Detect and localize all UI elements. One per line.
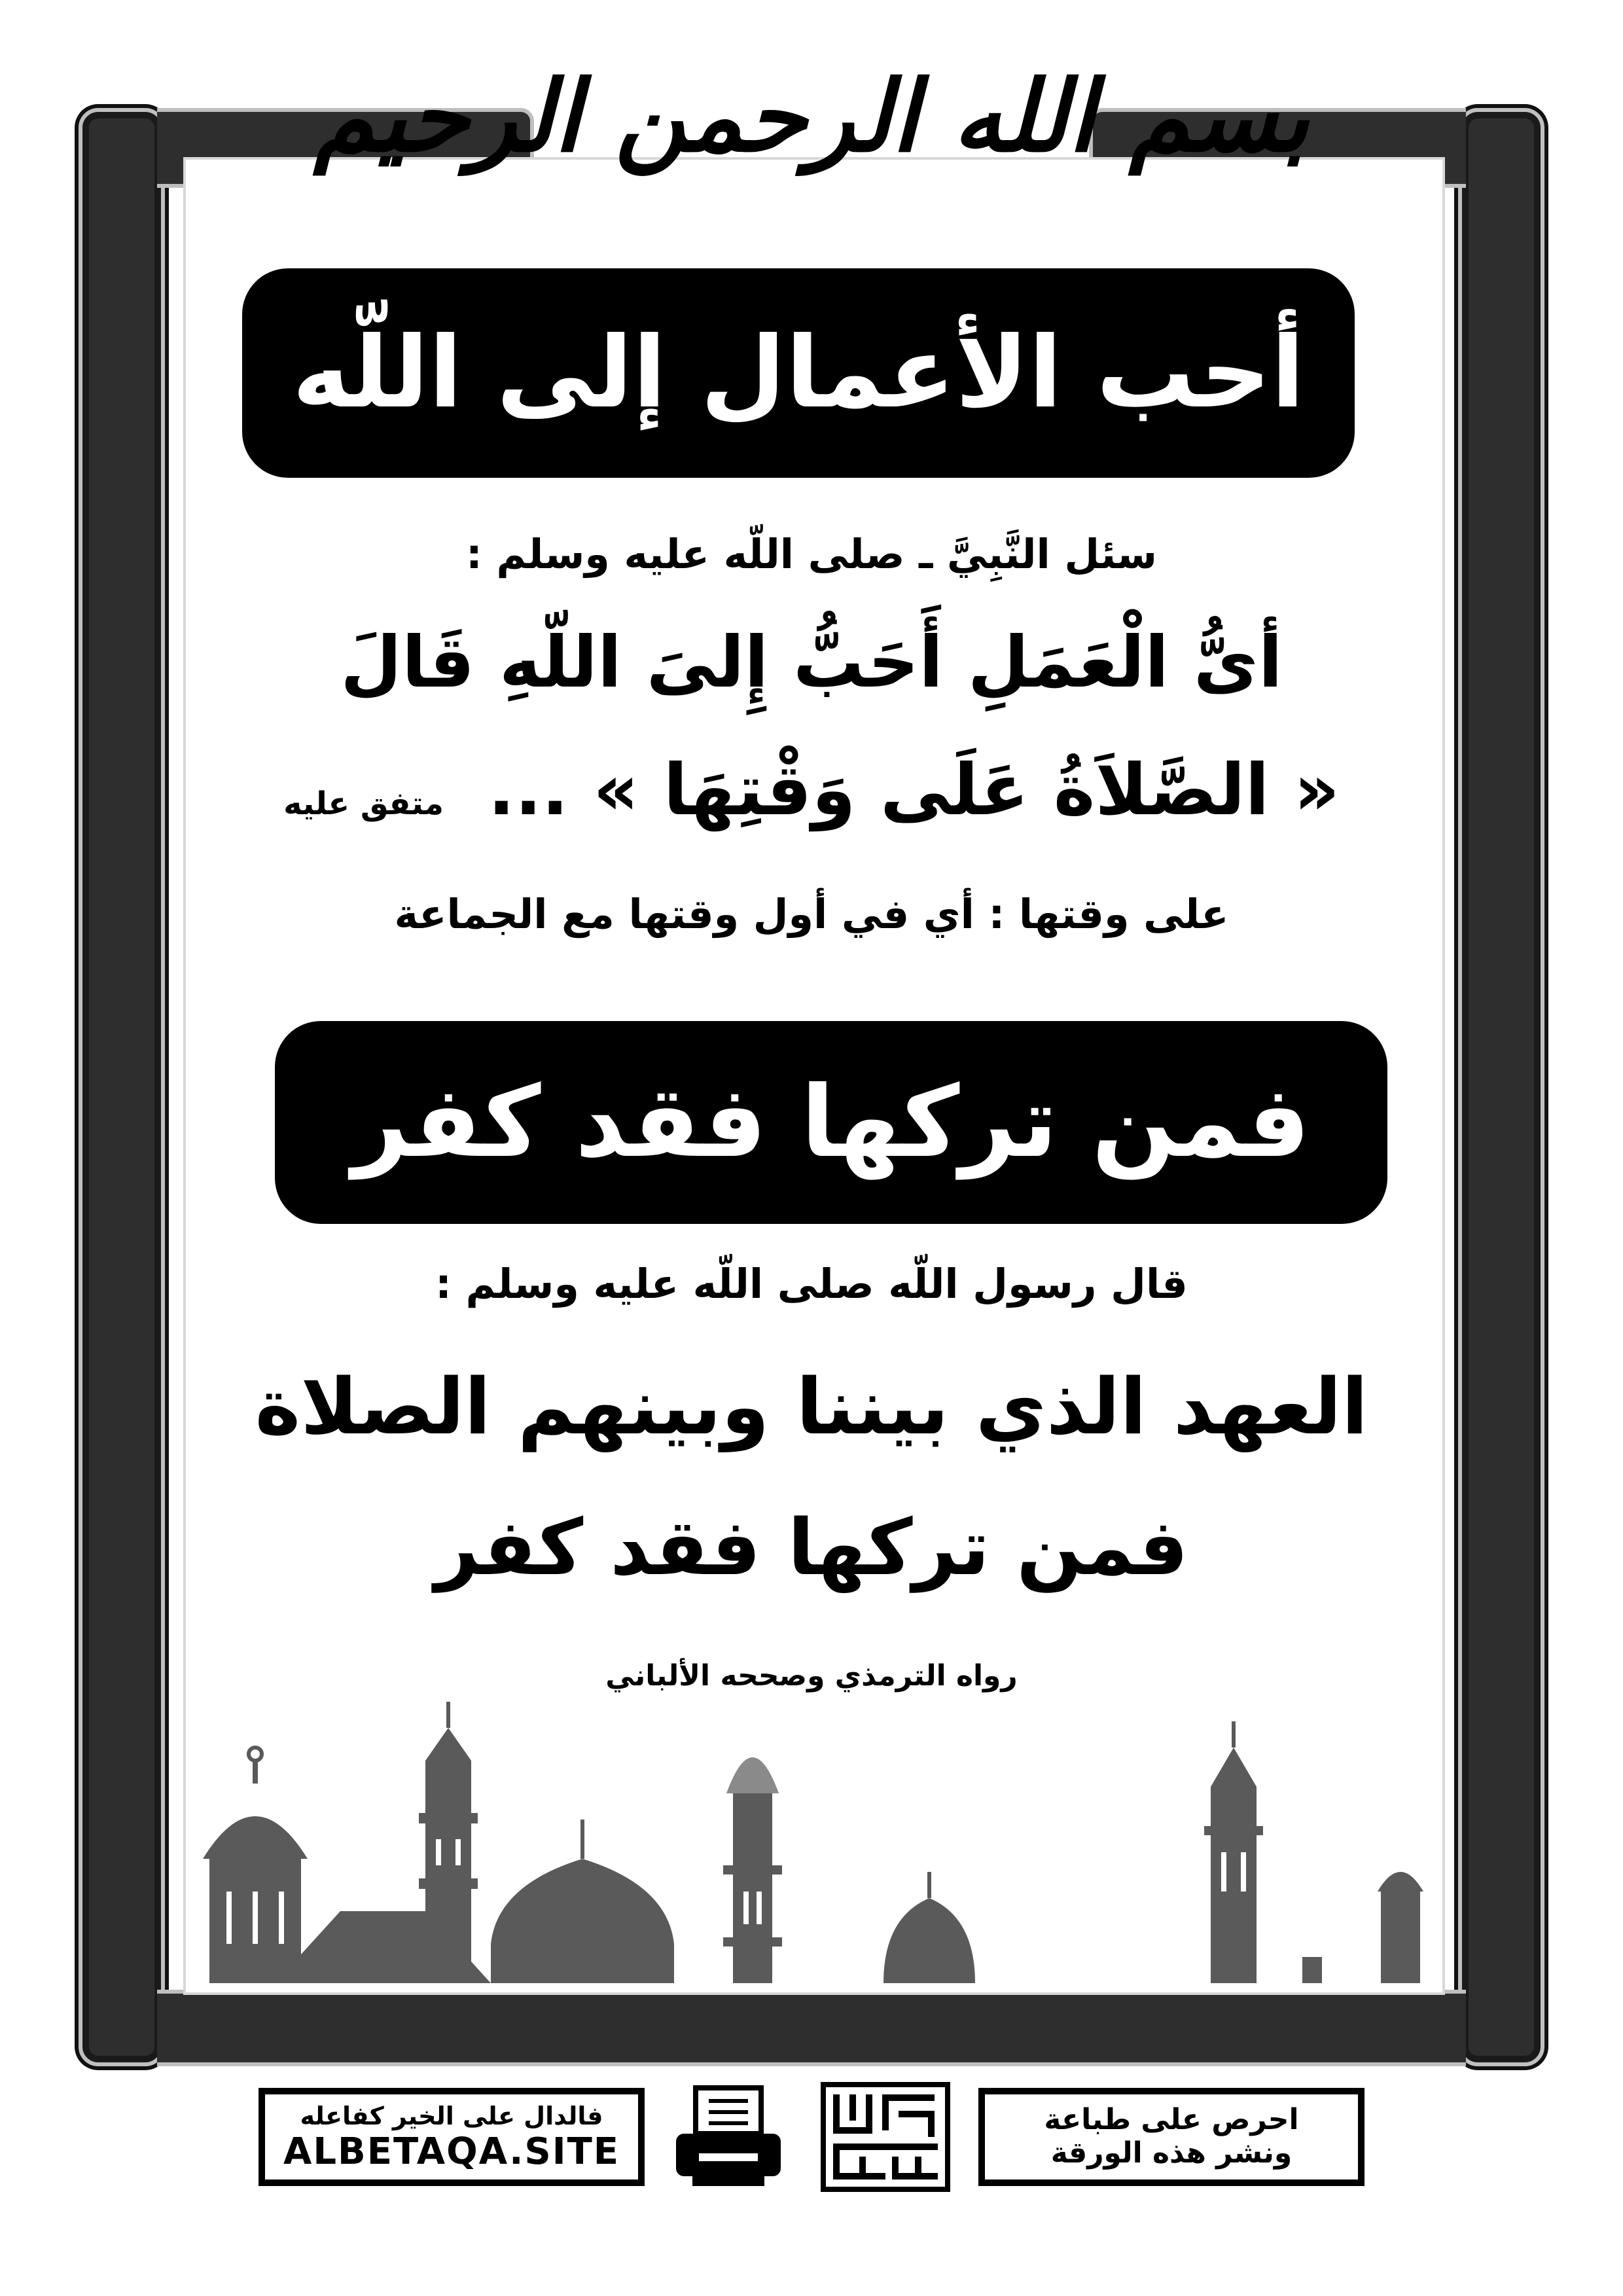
section1-hadith-line2: « الصَّلاَةُ عَلَى وَقْتِهَا » ... <box>488 749 1340 831</box>
section2-source: رواه الترمذي وصححه الألباني <box>605 1659 1018 1693</box>
section1-explanation: على وقتها : أي في أول وقتها مع الجماعة <box>394 890 1229 938</box>
frame-left-bar <box>79 108 165 2066</box>
footer-center <box>654 2081 969 2193</box>
section1-attribution: متفق عليه <box>283 785 444 822</box>
footer-right-box <box>978 2088 1364 2186</box>
section2-intro: قال رسول اللّه صلى اللّه عليه وسلم : <box>435 1260 1188 1308</box>
section2-hadith-line1: العهد الذي بيننا وبينهم الصلاة <box>255 1361 1368 1452</box>
section1-hadith-line2-wrap <box>196 749 1427 831</box>
footer-right-line1: احرص على طباعة <box>1044 2103 1299 2137</box>
calligraphy-logo-icon <box>820 2081 951 2193</box>
printer-icon <box>673 2085 784 2189</box>
section2-hadith-line2: فمن تركها فقد كفر <box>435 1502 1188 1592</box>
frame-right-bar <box>1458 108 1544 2066</box>
footer <box>259 2081 1364 2193</box>
footer-right-line2: ونشر هذه الورقة <box>1050 2136 1293 2170</box>
footer-left-box <box>259 2088 645 2186</box>
footer-left-slogan: فالدال على الخير كفاعله <box>300 2101 603 2130</box>
frame-bottom-bar <box>157 1990 1466 2066</box>
section1-intro: سئل النَّبِيَّ ـ صلى اللّه عليه وسلم : <box>466 530 1157 578</box>
section1-hadith-line1: أىُّ الْعَمَلِ أَحَبُّ إِلىَ اللّهِ قَالَ <box>340 622 1283 704</box>
mosque-skyline-icon <box>190 1695 1433 1983</box>
section2-title: فمن تركها فقد كفر <box>275 1021 1387 1224</box>
footer-site-link[interactable]: ALBETAQA.SITE <box>283 2130 620 2173</box>
section1-title: أحب الأعمال إلى اللّه <box>242 268 1355 478</box>
basmala-calligraphy: بسم الله الرحمن الرحيم <box>313 59 1310 174</box>
